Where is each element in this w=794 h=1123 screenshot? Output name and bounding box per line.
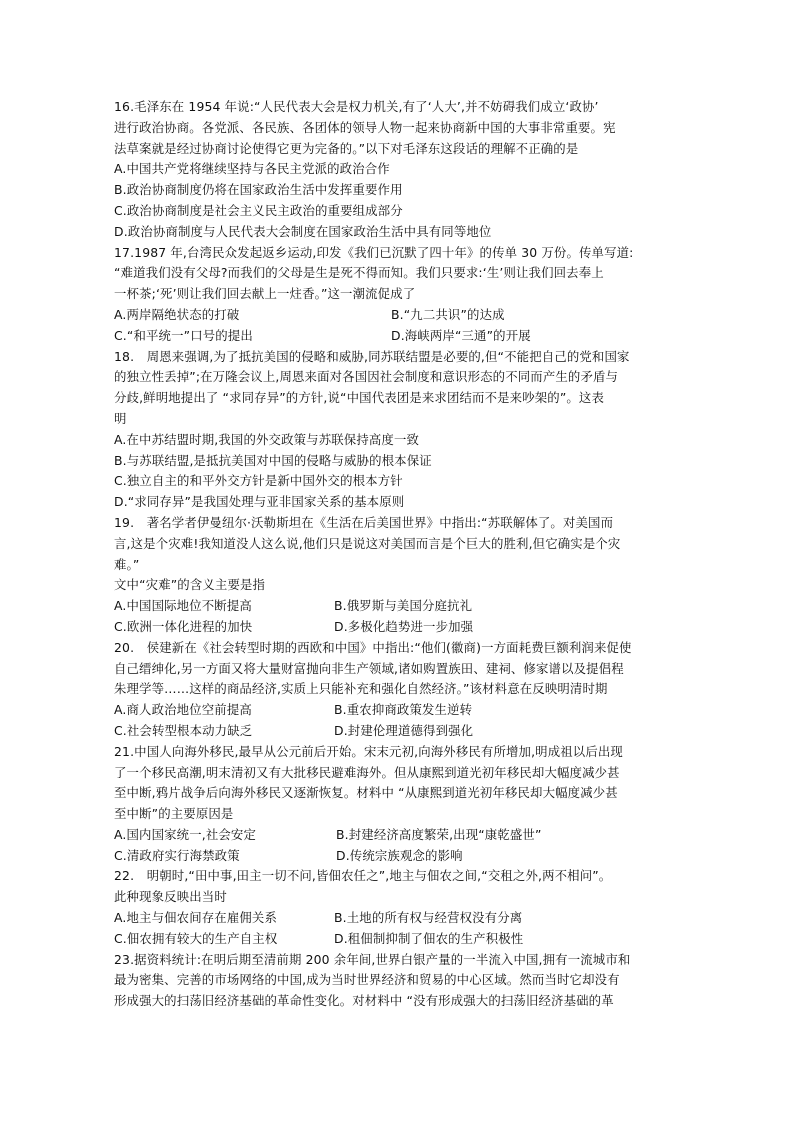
- question-stem-line: 20. 侯建新在《社会转型时期的西欧和中国》中指出:“他们(徽商)一方面耗费巨额利润来促使: [114, 639, 632, 655]
- option-a: A.中国国际地位不断提高: [114, 598, 252, 614]
- question-stem-line: 16.毛泽东在 1954 年说:“人民代表大会是权力机关,有了‘人大’,并不妨碍我们成立‘政协’: [114, 99, 599, 114]
- question-20: [114, 638, 686, 742]
- question-stem-line: 18. 周恩来强调,为了抵抗美国的侵略和威胁,同苏联结盟是必要的,但“不能把自己的党和国家: [114, 348, 630, 364]
- option-d: D.海峡两岸“三通”的开展: [391, 327, 531, 343]
- option-d: D.传统宗族观念的影响: [336, 847, 463, 863]
- question-stem-line: 的独立性丢掉”;在万隆会议上,周恩来面对各国因社会制度和意识形态的不同而产生的矛盾与: [114, 369, 619, 385]
- option-b: B.与苏联结盟,是抵抗美国对中国的侵略与威胁的根本保证: [114, 452, 432, 468]
- question-stem-line: “难道我们没有父母?而我们的父母是生是死不得而知。我们只要求:‘生’则让我们回去奉上: [114, 265, 604, 281]
- question-16: [114, 97, 686, 243]
- option-d: D.“求同存异”是我国处理与亚非国家关系的基本原则: [114, 494, 405, 510]
- question-stem-line: 进行政治协商。各党派、各民族、各团体的领导人物一起来协商新中国的大事非常重要。宪: [114, 119, 616, 135]
- option-row: [114, 825, 686, 846]
- option-c: C.佃农拥有较大的生产自主权: [114, 930, 278, 946]
- question-stem-line: 21.中国人向海外移民,最早从公元前后开始。宋末元初,向海外移民有所增加,明成祖以后出现: [114, 743, 623, 759]
- option-d: D.租佃制抑制了佃农的生产积极性: [334, 930, 524, 946]
- option-c: C.独立自主的和平外交方针是新中国外交的根本方针: [114, 473, 403, 489]
- question-stem-line: 形成强大的扫荡旧经济基础的革命性变化。对材料中 “没有形成强大的扫荡旧经济基础的革: [114, 993, 614, 1009]
- option-b: B.土地的所有权与经营权没有分离: [334, 910, 523, 926]
- option-row: [114, 846, 686, 867]
- option-row: [114, 326, 686, 347]
- option-row: [114, 700, 686, 721]
- option-row: [114, 929, 686, 950]
- question-stem-line: 一杯茶;‘死’则让我们回去献上一炷香。”这一潮流促成了: [114, 286, 416, 302]
- question-stem-line: 此种现象反映出当时: [114, 889, 227, 905]
- option-c: C.“和平统一”口号的提出: [114, 327, 253, 343]
- question-stem-line: 至中断”的主要原因是: [114, 806, 234, 822]
- question-18: [114, 347, 686, 513]
- option-row: [114, 908, 686, 929]
- option-a: A.在中苏结盟时期,我国的外交政策与苏联保持高度一致: [114, 431, 420, 447]
- option-row: [114, 305, 686, 326]
- question-stem-line: 难。”: [114, 556, 140, 572]
- question-stem-line: 自己缙绅化,另一方面又将大量财富抛向非生产领域,诸如购置族田、建祠、修家谱以及提倡程: [114, 660, 624, 676]
- question-stem-line: 明: [114, 410, 127, 426]
- option-c: C.欧洲一体化进程的加快: [114, 618, 253, 634]
- question-stem-line: 了一个移民高潮,明末清初又有大批移民避难海外。但从康熙到道光初年移民却大幅度减少甚: [114, 764, 620, 780]
- question-stem-line: 至中断,鸦片战争后向海外移民又逐渐恢复。材料中 “从康熙到道光初年移民却大幅度减少甚: [114, 785, 618, 801]
- option-row: [114, 617, 686, 638]
- question-21: [114, 742, 686, 867]
- option-a: A.中国共产党将继续坚持与各民主党派的政治合作: [114, 161, 390, 177]
- option-d: D.封建伦理道德得到强化: [334, 722, 474, 738]
- option-a: A.商人政治地位空前提高: [114, 702, 252, 718]
- option-b: B.“九二共识”的达成: [391, 306, 505, 322]
- question-19: [114, 513, 686, 638]
- question-stem-line: 22. 明朝时,“田中事,田主一切不问,皆佃农任之”,地主与佃农之间,“交租之外,两不相问”。: [114, 868, 612, 884]
- question-stem-line: 朱理学等……这样的商品经济,实质上只能补充和强化自然经济。”该材料意在反映明清时期: [114, 681, 608, 697]
- exam-content: [114, 97, 686, 1012]
- option-b: B.重农抑商政策发生逆转: [334, 702, 473, 718]
- question-stem-line: 最为密集、完善的市场网络的中国,成为当时世界经济和贸易的中心区域。然而当时它却没有: [114, 972, 620, 988]
- question-stem-line: 17.1987 年,台湾民众发起返乡运动,印发《我们已沉默了四十年》的传单 30 万份。传单写道:: [114, 244, 634, 260]
- question-stem-line: 文中“灾难”的含义主要是指: [114, 577, 266, 593]
- option-b: B.封建经济高度繁荣,出现“康乾盛世”: [336, 826, 542, 842]
- option-c: C.政治协商制度是社会主义民主政治的重要组成部分: [114, 202, 403, 218]
- question-stem-line: 言,这是个灾难!我知道没人这么说,他们只是说这对美国而言是个巨大的胜利,但它确实是个灾: [114, 535, 621, 551]
- option-b: B.政治协商制度仍将在国家政治生活中发挥重要作用: [114, 182, 403, 198]
- option-row: [114, 596, 686, 617]
- option-a: A.地主与佃农间存在雇佣关系: [114, 910, 277, 926]
- option-c: C.社会转型根本动力缺乏: [114, 722, 253, 738]
- question-stem-line: 分歧,鲜明地提出了 “求同存异”的方针,说“中国代表团是来求团结而不是来吵架的”。这表: [114, 390, 605, 406]
- question-22: [114, 866, 686, 949]
- question-stem-line: 19. 著名学者伊曼纽尔·沃勒斯坦在《生活在后美国世界》中指出:“苏联解体了。对美国而: [114, 514, 614, 530]
- question-stem-line: 法草案就是经过协商讨论使得它更为完备的。”以下对毛泽东这段话的理解不正确的是: [114, 140, 579, 156]
- option-b: B.俄罗斯与美国分庭抗礼: [334, 598, 473, 614]
- option-d: D.政治协商制度与人民代表大会制度在国家政治生活中具有同等地位: [114, 223, 492, 239]
- question-17: [114, 243, 686, 347]
- option-a: A.两岸隔绝状态的打破: [114, 306, 240, 322]
- option-d: D.多极化趋势进一步加强: [334, 618, 474, 634]
- question-stem-line: 23.据资料统计:在明后期至清前期 200 余年间,世界白银产量的一半流入中国,拥有一流城市和: [114, 951, 631, 967]
- option-c: C.清政府实行海禁政策: [114, 847, 240, 863]
- option-a: A.国内国家统一,社会安定: [114, 826, 256, 842]
- question-23: [114, 950, 686, 1012]
- option-row: [114, 721, 686, 742]
